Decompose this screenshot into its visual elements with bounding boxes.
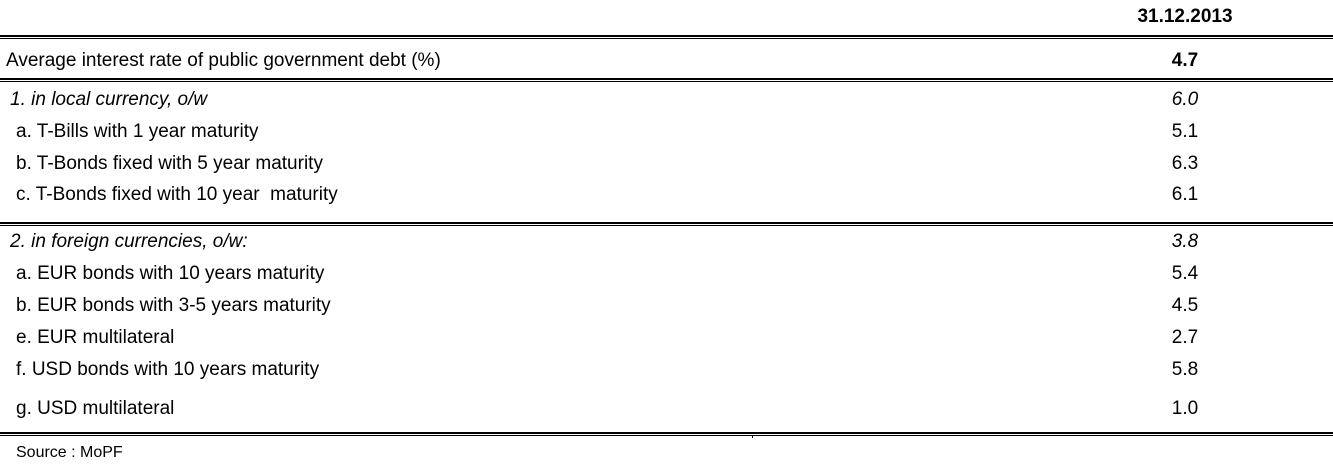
section-value: 3.8 — [1171, 231, 1199, 252]
row-label: a. EUR bonds with 10 years maturity — [16, 263, 325, 284]
table-row — [0, 395, 1333, 423]
row-label: c. T-Bonds fixed with 10 year maturity — [16, 184, 338, 205]
row-value: 4.5 — [1171, 295, 1199, 316]
section-label: 1. in local currency, o/w — [10, 89, 208, 110]
row-value: 1.0 — [1171, 398, 1199, 419]
section-double-rule — [0, 222, 1333, 226]
column-divider-tick — [752, 435, 753, 438]
row-label: b. T-Bonds fixed with 5 year maturity — [16, 153, 323, 174]
row-label: Average interest rate of public government debt (%) — [6, 50, 441, 71]
table-bottom-double-rule — [0, 432, 1333, 436]
section-row-local-currency — [0, 86, 1333, 114]
table-row — [0, 118, 1333, 146]
section-label: 2. in foreign currencies, o/w: — [10, 231, 248, 252]
row-value: 5.1 — [1171, 121, 1199, 142]
row-label: a. T-Bills with 1 year maturity — [16, 121, 259, 142]
row-value: 5.4 — [1171, 263, 1199, 284]
table-row — [0, 181, 1333, 209]
table-row-average-rate — [0, 47, 1333, 75]
row-label: b. EUR bonds with 3-5 years maturity — [16, 295, 331, 316]
row-label: f. USD bonds with 10 years maturity — [16, 359, 320, 380]
table-row — [0, 324, 1333, 352]
table-row — [0, 356, 1333, 384]
source-note: Source : MoPF — [16, 444, 123, 461]
row-value: 6.1 — [1171, 184, 1199, 205]
section-row-foreign-currencies — [0, 228, 1333, 256]
section-value: 6.0 — [1171, 89, 1199, 110]
main-row-double-rule — [0, 78, 1333, 82]
row-value: 5.8 — [1171, 359, 1199, 380]
table-row — [0, 260, 1333, 288]
row-value: 6.3 — [1171, 153, 1199, 174]
table-row — [0, 150, 1333, 178]
table-row — [0, 292, 1333, 320]
row-label: e. EUR multilateral — [16, 327, 175, 348]
row-value: 4.7 — [1171, 50, 1199, 71]
row-value: 2.7 — [1171, 327, 1199, 348]
column-header-date: 31.12.2013 — [1137, 6, 1233, 27]
header-double-rule — [0, 35, 1333, 39]
row-label: g. USD multilateral — [16, 398, 175, 419]
